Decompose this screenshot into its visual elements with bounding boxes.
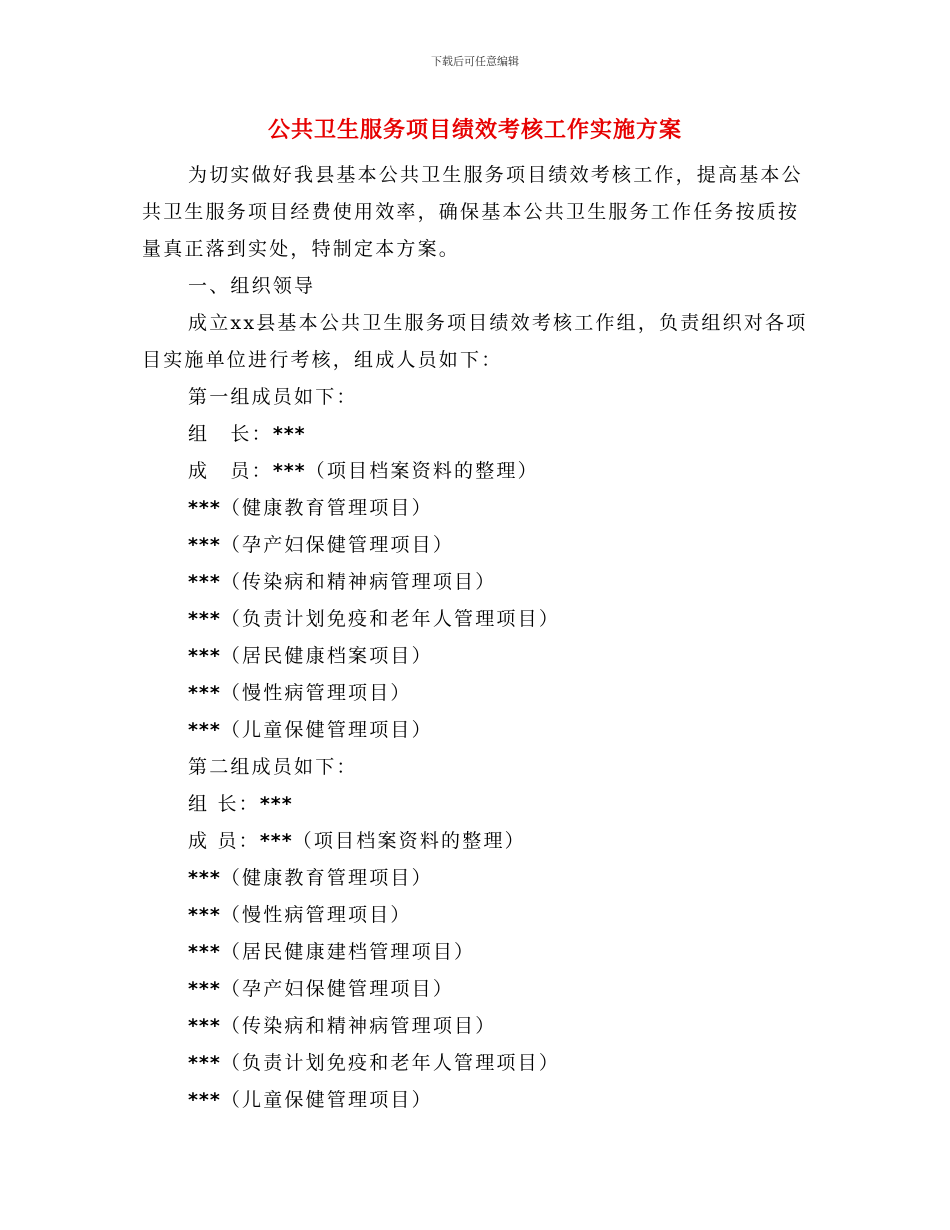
member-duty: （负责计划免疫和老年人管理项目）: [220, 1052, 561, 1074]
leader-name: ***: [259, 793, 293, 815]
member-label: 成 员：: [188, 460, 273, 482]
member-duty: （传染病和精神病管理项目）: [220, 571, 497, 593]
list-item: [142, 638, 810, 675]
member-name: ***: [188, 978, 221, 1000]
list-item: [142, 1008, 810, 1045]
list-item: [142, 601, 810, 638]
list-item: [142, 564, 810, 601]
member-name: ***: [188, 1052, 221, 1074]
member-duty: （健康教育管理项目）: [220, 497, 433, 519]
member-duty: （儿童保健管理项目）: [220, 719, 433, 741]
member-name: ***: [188, 682, 221, 704]
document-body: [142, 157, 810, 1119]
member-duty: （儿童保健管理项目）: [220, 1089, 433, 1111]
member-name: ***: [188, 719, 221, 741]
group2-leader-line: [142, 786, 810, 823]
list-item: [142, 971, 810, 1008]
leader-label: 组 长：: [188, 793, 260, 815]
member-duty: （孕产妇保健管理项目）: [220, 978, 455, 1000]
group1-heading: 第一组成员如下：: [188, 386, 358, 408]
member-duty: （孕产妇保健管理项目）: [220, 534, 455, 556]
member-duty: （慢性病管理项目）: [220, 904, 412, 926]
member-duty: （居民健康建档管理项目）: [220, 941, 476, 963]
leader-name: ***: [272, 423, 306, 445]
group2-list: [142, 860, 810, 1119]
group2-member-line: [142, 823, 810, 860]
page-header-note: 下载后可任意编辑: [431, 55, 519, 68]
list-item: [142, 490, 810, 527]
member-name: ***: [188, 941, 221, 963]
list-item: [142, 934, 810, 971]
group2-heading: 第二组成员如下：: [188, 756, 358, 778]
member-name: ***: [188, 497, 221, 519]
member-name: ***: [188, 1089, 221, 1111]
member-name: ***: [272, 460, 306, 482]
document-title: 公共卫生服务项目绩效考核工作实施方案: [267, 118, 682, 143]
list-item: [142, 675, 810, 712]
member-duty: （健康教育管理项目）: [220, 867, 433, 889]
section-heading: 一、组织领导: [188, 275, 316, 297]
leader-label: 组 长：: [188, 423, 273, 445]
member-duty: （慢性病管理项目）: [220, 682, 412, 704]
list-item: [142, 527, 810, 564]
group1-member-line: [142, 453, 810, 490]
member-duty: （负责计划免疫和老年人管理项目）: [220, 608, 561, 630]
list-item: [142, 897, 810, 934]
list-item: [142, 860, 810, 897]
member-name: ***: [188, 534, 221, 556]
list-item: [142, 1082, 810, 1119]
member-label: 成 员：: [188, 830, 260, 852]
intro-paragraph: 为切实做好我县基本公共卫生服务项目绩效考核工作，提高基本公共卫生服务项目经费使用效率，确保基本公共卫生服务工作任务按质按量真正落到实处，特制定本方案。: [142, 164, 803, 260]
member-name: ***: [188, 867, 221, 889]
member-name: ***: [188, 608, 221, 630]
group1-leader-line: [142, 416, 810, 453]
member-name: ***: [188, 1015, 221, 1037]
member-name: ***: [259, 830, 293, 852]
group1-list: [142, 490, 810, 749]
list-item: [142, 712, 810, 749]
member-duty: （传染病和精神病管理项目）: [220, 1015, 497, 1037]
section-paragraph: 成立xx县基本公共卫生服务项目绩效考核工作组，负责组织对各项目实施单位进行考核，组成人员如下：: [142, 312, 808, 371]
member-duty: （居民健康档案项目）: [220, 645, 433, 667]
list-item: [142, 1045, 810, 1082]
member-name: ***: [188, 904, 221, 926]
member-note: （项目档案资料的整理）: [292, 830, 526, 852]
member-name: ***: [188, 571, 221, 593]
member-name: ***: [188, 645, 221, 667]
member-note: （项目档案资料的整理）: [305, 460, 539, 482]
